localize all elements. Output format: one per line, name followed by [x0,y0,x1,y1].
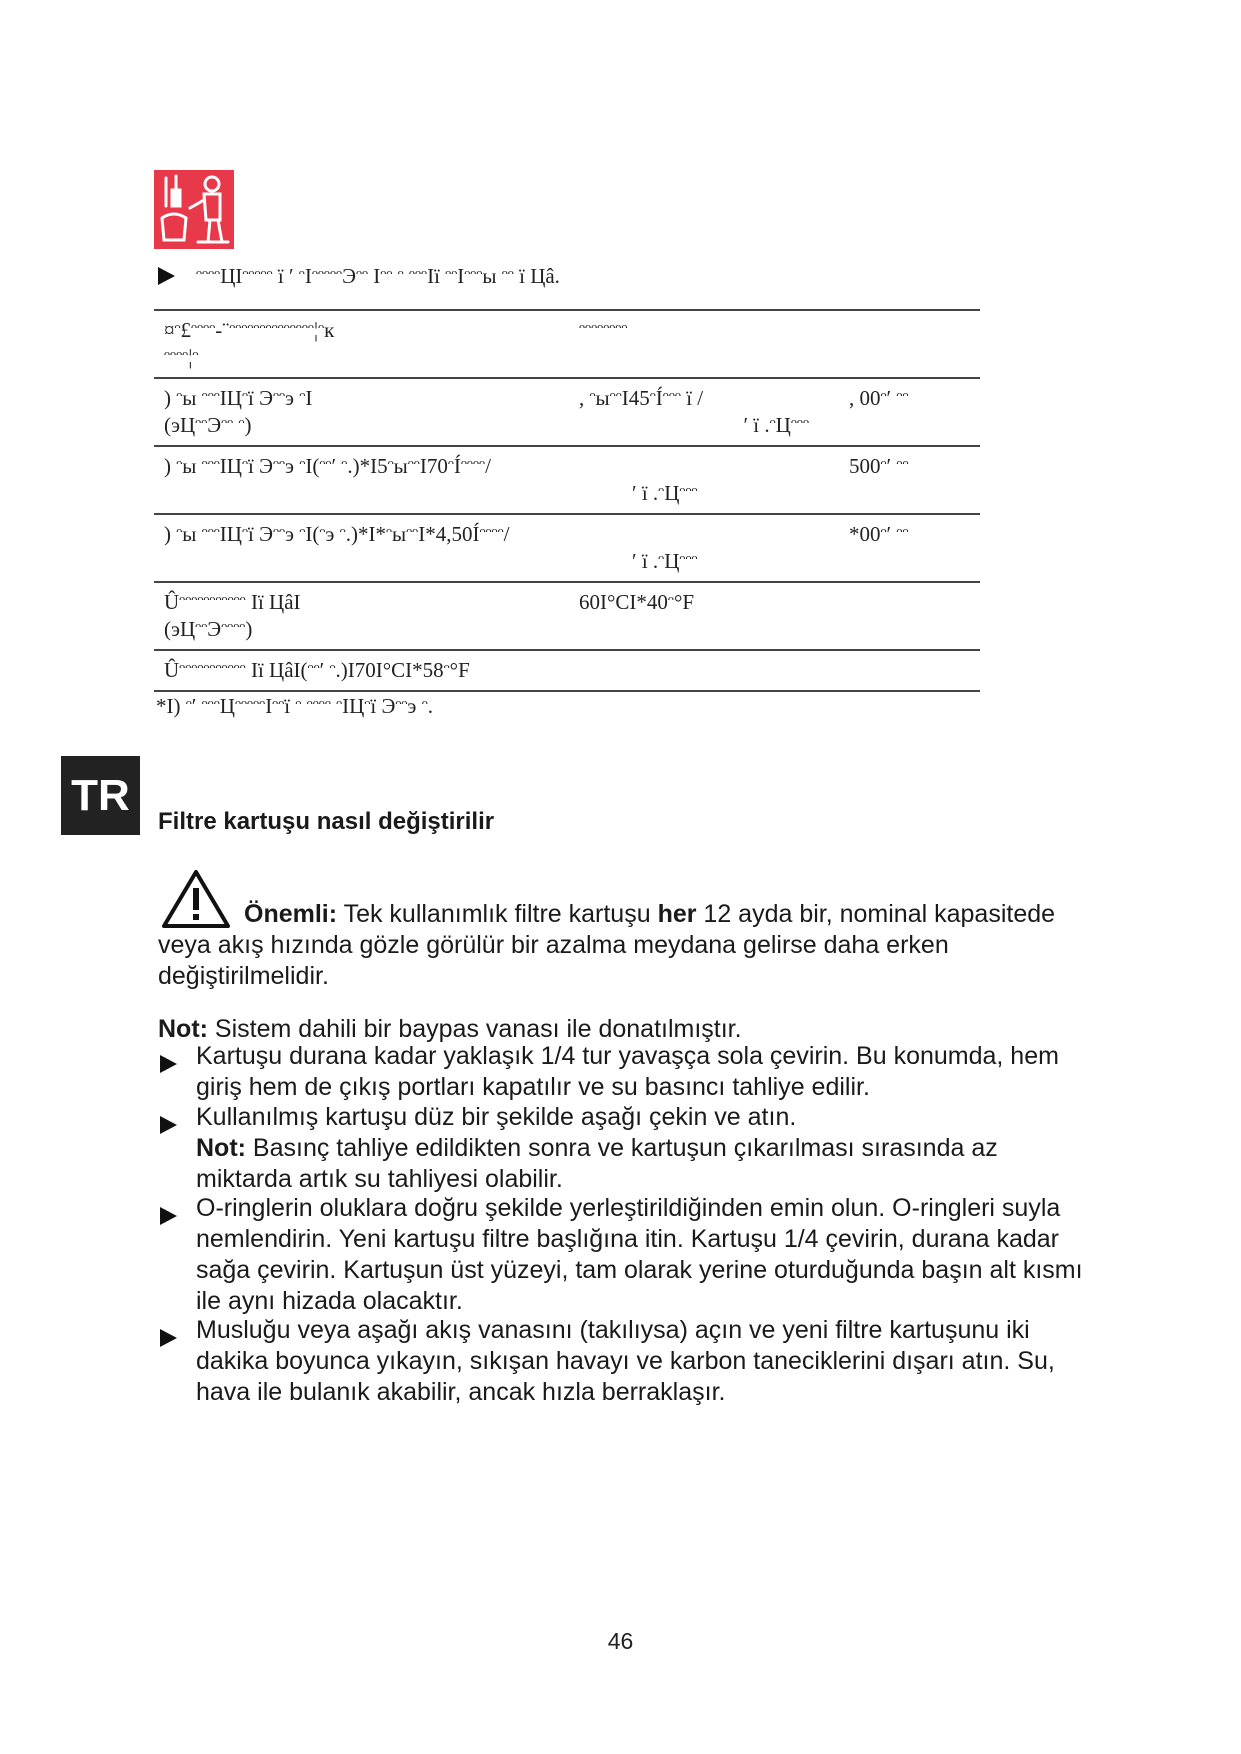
row-label: ) ᵔы ᵔᵔᵔIЦᵔï Эᵔᵔэ ᵔI(ᵔᵔʹ ᵔ.)*I5ᵔыᵔᵔI70ᵔÍᵔᵔᵔᵔ/ [164,454,491,478]
row-value: 60I°CI*40ᵔ°F [579,590,695,614]
important-bold: her [657,900,697,928]
table-footnote: *I) ᵔʹ ᵔᵔᵔЦᵔᵔᵔᵔᵔIᵔᵔï ᵔ ᵔᵔᵔᵔ ᵔIЦᵔï Эᵔᵔэ ᵔ. [156,694,433,718]
row-label: ) ᵔы ᵔᵔᵔIЦᵔï Эᵔᵔэ ᵔI [164,386,313,410]
table-row [154,650,980,691]
table-header-row [154,310,980,378]
bullet-arrow-icon [160,1116,177,1134]
row-label: Ûᵔᵔᵔᵔᵔᵔᵔᵔᵔᵔᵔ Iï ЦâI [164,590,301,614]
intro-instruction: ᵔᵔᵔᵔЦIᵔᵔᵔᵔᵔ ï ʹ ᵔIᵔᵔᵔᵔᵔЭᵔᵔ Iᵔᵔ ᵔ ᵔᵔᵔIï ᵔᵔIᵔᵔᵔы ᵔᵔ ï Цâ. [196,264,560,288]
step-2-note-label: Not: [196,1134,246,1162]
step-2-text: Kullanılmış kartuşu düz bir şekilde aşağı çekin ve atın. [196,1103,797,1131]
step-2-note-text: Basınç tahliye edildikten sonra ve kartuşun çıkarılması sırasında az miktarda artık su tahliyesi olabilir. [196,1134,998,1193]
row-unit: ʹ ï .ᵔЦᵔᵔᵔ [632,481,698,505]
row-unit: ʹ ï .ᵔЦᵔᵔᵔ [632,549,698,573]
step-3: O-ringlerin oluklara doğru şekilde yerleştirildiğinden emin olun. O-ringleri suyla nemlendirin. Yeni kartuşu filtre başlığına itin. Kartuşu 1/4 çevirin, durana kadar sağa çevirin. Kartuşun üst yüzeyi, tam olarak yerine oturduğunda başın alt kısmı ile aynı hizada olacaktır. [196,1194,1083,1315]
table-row [154,514,980,582]
important-text-2: 12 ayda bir, nominal kapasitede veya akış hızında gözle görülür bir azalma meydana gelirse daha erken değiştirilmelidir. [158,900,1056,990]
table-row [154,582,980,650]
important-label: Önemli: [244,900,338,928]
row-capacity: *00ᵔʹ ᵔᵔ [849,522,909,546]
row-capacity: 500ᵔʹ ᵔᵔ [849,454,909,478]
bullet-arrow-icon [158,267,175,285]
row-value: , ᵔыᵔᵔI45ᵔÍᵔᵔᵔ ï / [579,386,704,410]
header-cell-1b: ᵔᵔᵔᵔ¦ᵔ [164,345,199,369]
bullet-arrow-icon [160,1207,177,1225]
row-sublabel: (эЦᵔᵔЭᵔᵔᵔᵔ) [164,617,253,641]
step-2 [196,1102,1096,1195]
row-label: Ûᵔᵔᵔᵔᵔᵔᵔᵔᵔᵔᵔ Iï ЦâI(ᵔᵔʹ ᵔ.)I70I°CI*58ᵔ°F [164,658,470,682]
header-cell-2: ᵔᵔᵔᵔᵔᵔᵔᵔ [579,318,628,342]
bullet-arrow-icon [160,1329,177,1347]
table-row [154,446,980,514]
language-tab: TR [61,756,140,835]
header-cell-1a: ¤ᵔ£ᵔᵔᵔᵔ-¨ᵔᵔᵔᵔᵔᵔᵔᵔᵔᵔᵔᵔᵔᵔ¦ᵔк [164,318,335,342]
bullet-arrow-icon [160,1055,177,1073]
step-2-note [196,1133,1096,1195]
installer-pictogram-icon [154,170,234,249]
specifications-table [154,309,980,692]
section-title: Filtre kartuşu nasıl değiştirilir [158,808,495,835]
row-unit: ʹ ï .ᵔЦᵔᵔᵔ [743,413,809,437]
step-1: Kartuşu durana kadar yaklaşık 1/4 tur yavaşça sola çevirin. Bu konumda, hem giriş hem de çıkış portları kapatılır ve su basıncı tahliye edilir. [196,1042,1059,1101]
important-text-1: Tek kullanımlık filtre kartuşu [337,900,658,928]
step-4: Musluğu veya aşağı akış vanasını (takılıysa) açın ve yeni filtre kartuşunu iki dakika boyunca yıkayın, sıkışan havayı ve karbon taneciklerini dışarı atın. Su, hava ile bulanık akabilir, ancak hızla berraklaşır. [196,1316,1055,1406]
page-number: 46 [607,1628,634,1654]
row-label: ) ᵔы ᵔᵔᵔIЦᵔï Эᵔᵔэ ᵔI(ᵔэ ᵔ.)*I*ᵔыᵔᵔI*4,50Íᵔᵔᵔᵔ/ [164,522,510,546]
table-row [154,378,980,446]
note-text: Sistem dahili bir baypas vanası ile donatılmıştır. [207,1015,742,1043]
row-capacity: , 00ᵔʹ ᵔᵔ [849,386,909,410]
note-label: Not: [158,1015,208,1043]
important-notice [158,899,1078,992]
row-sublabel: (эЦᵔᵔЭᵔᵔ ᵔ) [164,413,252,437]
